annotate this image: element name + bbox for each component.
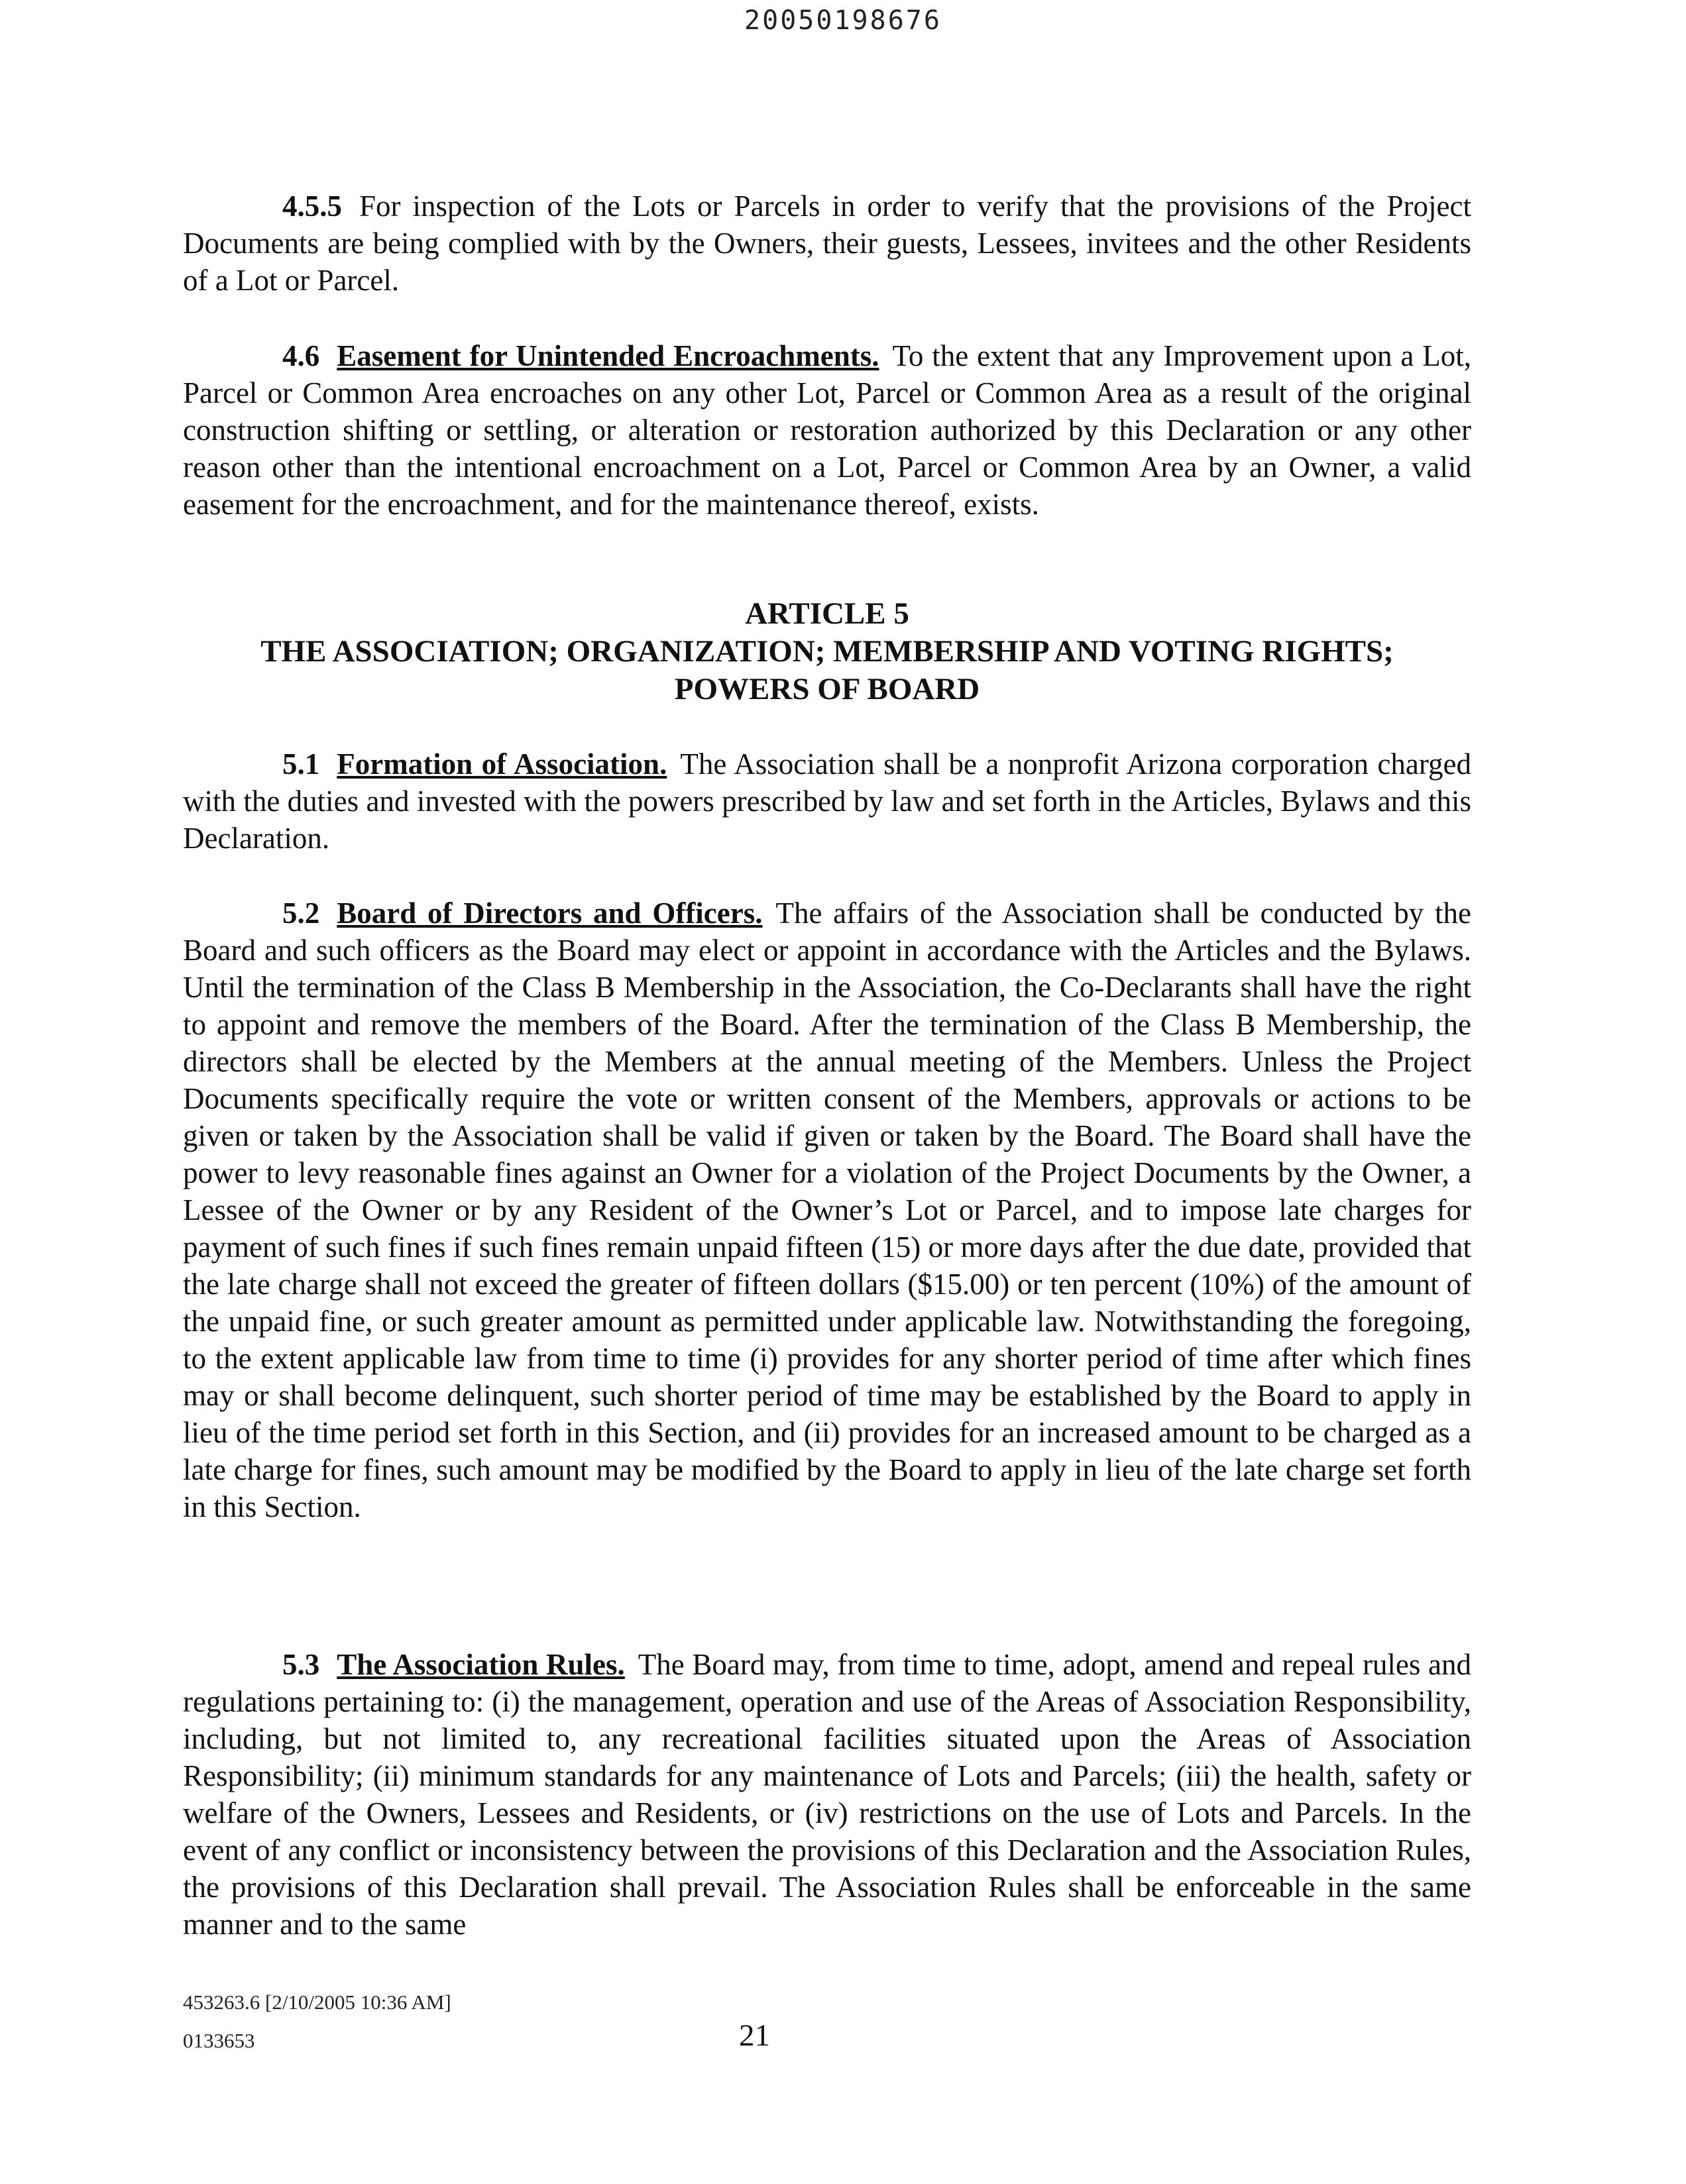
section-number: 5.2	[282, 897, 320, 930]
section-5-1	[183, 745, 1471, 857]
section-heading: Formation of Association.	[337, 747, 667, 781]
page-number: 21	[739, 2018, 770, 2053]
section-number: 4.5.5	[282, 190, 342, 223]
section-5-2	[183, 895, 1471, 1525]
section-text: The affairs of the Association shall be conducted by the Board and such officers as the Board may elect or appoint in accordance with the Articles and the Bylaws. Until the termination of the Class B Membership in the Association, the Co-Declarants shall have the right to appoint and remove the members of the Board. After the termination of the Class B Membership, the directors shall be elected by the Members at the annual meeting of the Members. Unless the Project Documents specifically require the vote or written consent of the Members, approvals or actions to be given or taken by the Association shall be valid if given or taken by the Board. The Board shall have the power to levy reasonable fines against an Owner for a violation of the Project Documents by the Owner, a Lessee of the Owner or by any Resident of the Owner’s Lot or Parcel, and to impose late charges for payment of such fines if such fines remain unpaid fifteen (15) or more days after the due date, provided that the late charge shall not exceed the greater of fifteen dollars ($15.00) or ten percent (10%) of the amount of the unpaid fine, or such greater amount as permitted under applicable law. Notwithstanding the foregoing, to the extent applicable law from time to time (i) provides for any shorter period of time after which fines may or shall become delinquent, such shorter period of time may be established by the Board to apply in lieu of the time period set forth in this Section, and (ii) provides for an increased amount to be charged as a late charge for fines, such amount may be modified by the Board to apply in lieu of the late charge set forth in this Section.	[183, 897, 1471, 1523]
section-4-5-5	[183, 188, 1471, 299]
paragraph	[183, 337, 1471, 523]
section-4-6	[183, 337, 1471, 523]
document-id: 20050198676	[744, 5, 942, 36]
section-text: The Association shall be a nonprofit Arizona corporation charged with the duties and invested with the powers prescribed by law and set forth in the Articles, Bylaws and this Declaration.	[183, 747, 1472, 855]
section-heading: The Association Rules.	[337, 1648, 625, 1681]
section-number: 5.3	[282, 1648, 320, 1681]
section-text: To the extent that any Improvement upon a Lot, Parcel or Common Area encroaches on any other Lot, Parcel or Common Area as a result of the original construction shifting or settling, or alteration or restoration authorized by this Declaration or any other reason other than the intentional encroachment on a Lot, Parcel or Common Area by an Owner, a valid easement for the encroachment, and for the maintenance thereof, exists.	[183, 339, 1471, 521]
paragraph	[183, 188, 1471, 299]
section-5-3	[183, 1646, 1471, 1943]
article-subtitle-line-1: THE ASSOCIATION; ORGANIZATION; MEMBERSHIP AND VOTING RIGHTS;	[260, 634, 1394, 669]
section-number: 4.6	[282, 339, 320, 372]
section-number: 5.1	[282, 747, 320, 781]
paragraph	[183, 895, 1471, 1525]
paragraph	[183, 1646, 1471, 1943]
footer-file-number: 0133653	[183, 2029, 255, 2052]
section-text: For inspection of the Lots or Parcels in order to verify that the provisions of the Project Documents are being complied with by the Owners, their guests, Lessees, invitees and the other Residents of a Lot or Parcel.	[183, 190, 1471, 297]
article-title: ARTICLE 5	[745, 596, 909, 631]
footer-reference: 453263.6 [2/10/2005 10:36 AM]	[183, 1991, 451, 2014]
section-heading: Board of Directors and Officers.	[337, 897, 763, 930]
section-heading: Easement for Unintended Encroachments.	[337, 339, 879, 372]
article-heading	[183, 595, 1471, 708]
paragraph	[183, 745, 1471, 857]
section-text: The Board may, from time to time, adopt, amend and repeal rules and regulations pertaining to: (i) the management, operation and use of the Areas of Association Responsibility, including, but not limited to, any recreational facilities situated upon the Areas of Association Responsibility; (ii) minimum standards for any maintenance of Lots and Parcels; (iii) the health, safety or welfare of the Owners, Lessees and Residents, or (iv) restrictions on the use of Lots and Parcels. In the event of any conflict or inconsistency between the provisions of this Declaration and the Association Rules, the provisions of this Declaration shall prevail. The Association Rules shall be enforceable in the same manner and to the same	[183, 1648, 1471, 1941]
article-subtitle-line-2: POWERS OF BOARD	[674, 672, 980, 706]
